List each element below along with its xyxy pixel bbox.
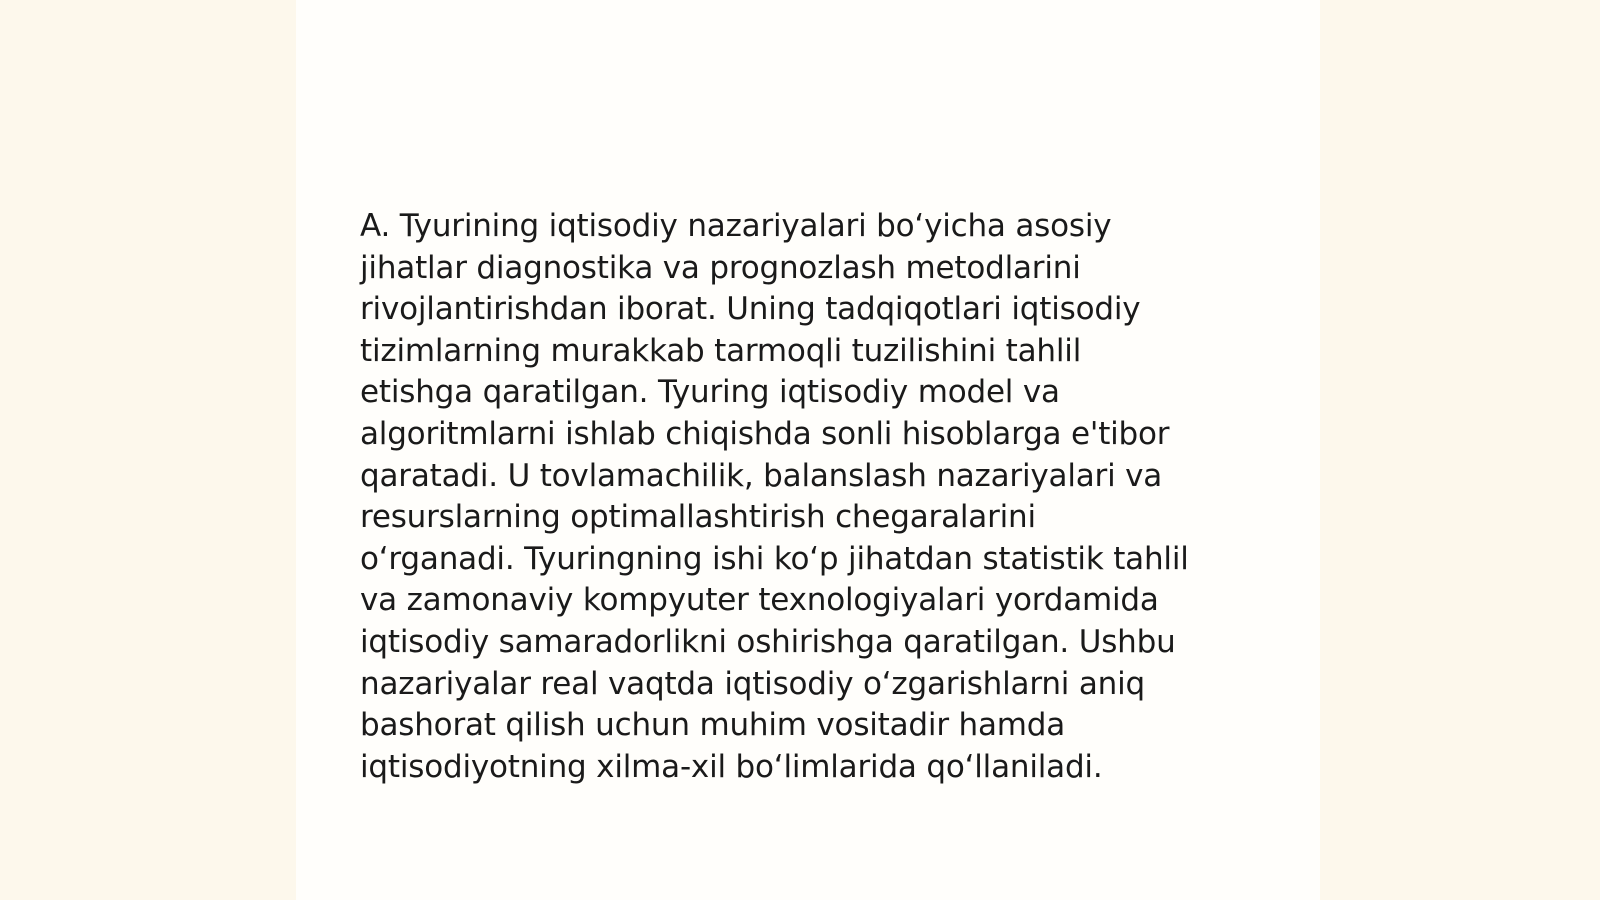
- paragraph-line: iqtisodiyotning xilma-xil boʻlimlarida qoʻllaniladi.: [360, 748, 1103, 785]
- body-paragraph: [360, 206, 1260, 788]
- paragraph-line: bashorat qilish uchun muhim vositadir hamda: [360, 707, 1066, 744]
- paragraph-line: oʻrganadi. Tyuringning ishi koʻp jihatdan statistik tahlil: [360, 540, 1189, 577]
- paragraph-line: jihatlar diagnostika va prognozlash metodlarini: [360, 249, 1081, 286]
- paragraph-line: qaratadi. U tovlamachilik, balanslash nazariyalari va: [360, 457, 1163, 494]
- paragraph-line: resurslarning optimallashtirish chegaralarini: [360, 499, 1036, 536]
- paragraph-line: va zamonaviy kompyuter texnologiyalari yordamida: [360, 582, 1159, 619]
- paragraph-line: etishga qaratilgan. Tyuring iqtisodiy model va: [360, 374, 1060, 411]
- paragraph-line: iqtisodiy samaradorlikni oshirishga qaratilgan. Ushbu: [360, 623, 1176, 660]
- paragraph-line: nazariyalar real vaqtda iqtisodiy oʻzgarishlarni aniq: [360, 665, 1145, 702]
- paragraph-line: tizimlarning murakkab tarmoqli tuzilishini tahlil: [360, 332, 1082, 369]
- paragraph-line: A. Tyurining iqtisodiy nazariyalari boʻyicha asosiy: [360, 208, 1112, 244]
- paragraph-line: rivojlantirishdan iborat. Uning tadqiqotlari iqtisodiy: [360, 291, 1141, 328]
- paragraph-line: algoritmlarni ishlab chiqishda sonli hisoblarga e'tibor: [360, 415, 1170, 452]
- document-page: [296, 0, 1320, 900]
